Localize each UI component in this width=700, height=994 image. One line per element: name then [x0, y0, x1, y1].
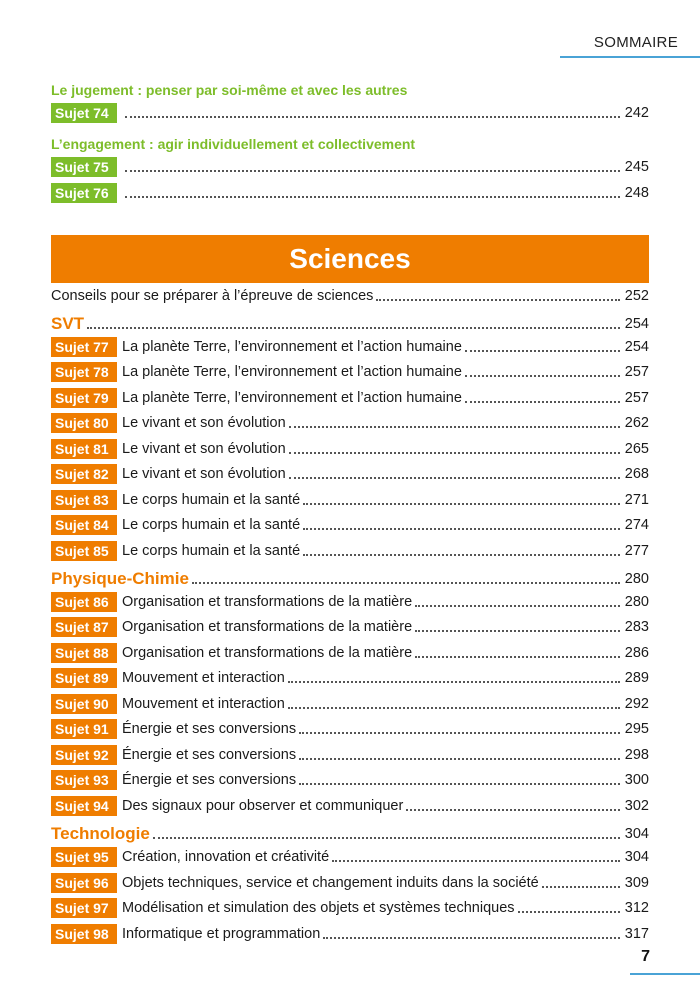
dot-leader: [125, 196, 620, 198]
entry-label: Le vivant et son évolution: [122, 415, 286, 431]
dot-leader: [192, 582, 620, 584]
entry-label: Énergie et ses conversions: [122, 772, 297, 788]
section-title-jugement: Le jugement : penser par soi-même et avec les autres: [51, 82, 408, 98]
page-ref: 257: [624, 390, 649, 406]
entry-label: Informatique et programmation: [122, 926, 321, 942]
dot-leader: [303, 528, 620, 530]
entry-label: Le corps humain et la santé: [122, 517, 301, 533]
header-title: SOMMAIRE: [593, 34, 678, 51]
category-svt[interactable]: [51, 312, 649, 334]
page-ref: 271: [624, 492, 649, 508]
page-ref: 254: [624, 316, 649, 332]
subject-badge: Sujet 79: [51, 388, 117, 408]
subject-badge: Sujet 90: [51, 694, 117, 714]
entry-label: Mouvement et interaction: [122, 696, 285, 712]
toc-entry-sujet-80[interactable]: [51, 413, 649, 433]
page-ref: 274: [624, 517, 649, 533]
page-ref: 280: [624, 571, 649, 587]
page-ref: 257: [624, 364, 649, 380]
subject-badge: Sujet 81: [51, 439, 117, 459]
toc-entry-sujet-83[interactable]: [51, 490, 649, 510]
subject-badge: Sujet 78: [51, 362, 117, 382]
dot-leader: [406, 809, 620, 811]
dot-leader: [415, 630, 620, 632]
subject-badge: Sujet 95: [51, 847, 117, 867]
entry-label: Le corps humain et la santé: [122, 543, 301, 559]
toc-entry-sujet-87[interactable]: [51, 617, 649, 637]
subject-badge: Sujet 93: [51, 770, 117, 790]
dot-leader: [125, 116, 620, 118]
toc-entry-sujet-88[interactable]: [51, 643, 649, 663]
dot-leader: [415, 656, 620, 658]
toc-entry-sujet-94[interactable]: [51, 796, 649, 816]
page-ref: 254: [624, 339, 649, 355]
page-ref: 292: [624, 696, 649, 712]
toc-entry-sujet-89[interactable]: [51, 668, 649, 688]
dot-leader: [288, 707, 620, 709]
subject-badge: Sujet 82: [51, 464, 117, 484]
page-ref: 262: [624, 415, 649, 431]
entry-label: Le vivant et son évolution: [122, 441, 286, 457]
dot-leader: [415, 605, 620, 607]
subject-badge: Sujet 96: [51, 873, 117, 893]
subject-badge: Sujet 74: [51, 103, 117, 123]
toc-entry-sujet-76[interactable]: [51, 183, 649, 203]
subject-badge: Sujet 94: [51, 796, 117, 816]
page-ref: 283: [624, 619, 649, 635]
subject-badge: Sujet 83: [51, 490, 117, 510]
page-ref: 248: [624, 185, 649, 201]
toc-entry-sujet-77[interactable]: [51, 337, 649, 357]
entry-label: Organisation et transformations de la matière: [122, 619, 413, 635]
entry-label: Des signaux pour observer et communiquer: [122, 798, 404, 814]
toc-entry-sujet-90[interactable]: [51, 694, 649, 714]
dot-leader: [303, 554, 620, 556]
subject-badge: Sujet 91: [51, 719, 117, 739]
subject-badge: Sujet 92: [51, 745, 117, 765]
subject-badge: Sujet 80: [51, 413, 117, 433]
page-ref: 304: [624, 826, 649, 842]
subject-badge: Sujet 89: [51, 668, 117, 688]
toc-entry-sujet-96[interactable]: [51, 873, 649, 893]
dot-leader: [465, 350, 620, 352]
subject-badge: Sujet 88: [51, 643, 117, 663]
entry-label: Énergie et ses conversions: [122, 747, 297, 763]
category-technologie[interactable]: [51, 822, 649, 844]
toc-entry-sujet-78[interactable]: [51, 362, 649, 382]
page-ref: 289: [624, 670, 649, 686]
toc-entry-conseils[interactable]: [51, 286, 649, 306]
section-title-engagement: L’engagement : agir individuellement et collectivement: [51, 136, 416, 152]
dot-leader: [299, 783, 620, 785]
toc-entry-sujet-75[interactable]: [51, 157, 649, 177]
dot-leader: [323, 937, 620, 939]
dot-leader: [542, 886, 620, 888]
entry-label: Modélisation et simulation des objets et systèmes techniques: [122, 900, 515, 916]
category-label: Technologie: [51, 824, 150, 843]
toc-entry-sujet-79[interactable]: [51, 388, 649, 408]
page-ref: 317: [624, 926, 649, 942]
entry-label: La planète Terre, l’environnement et l’action humaine: [122, 364, 462, 380]
dot-leader: [465, 401, 620, 403]
dot-leader: [299, 732, 620, 734]
dot-leader: [87, 327, 620, 329]
dot-leader: [288, 681, 620, 683]
category-label: Physique-Chimie: [51, 569, 189, 588]
dot-leader: [518, 911, 620, 913]
entry-label: Le corps humain et la santé: [122, 492, 301, 508]
toc-entry-sujet-97[interactable]: [51, 898, 649, 918]
page-ref: 304: [624, 849, 649, 865]
toc-entry-sujet-86[interactable]: [51, 592, 649, 612]
dot-leader: [299, 758, 620, 760]
entry-label: La planète Terre, l’environnement et l’action humaine: [122, 390, 462, 406]
page-ref: 242: [624, 105, 649, 121]
subject-badge: Sujet 87: [51, 617, 117, 637]
toc-entry-sujet-85[interactable]: [51, 541, 649, 561]
subject-badge: Sujet 86: [51, 592, 117, 612]
page-ref: 302: [624, 798, 649, 814]
subject-badge: Sujet 84: [51, 515, 117, 535]
toc-entry-sujet-82[interactable]: [51, 464, 649, 484]
entry-label: Organisation et transformations de la matière: [122, 645, 413, 661]
sciences-banner: Sciences: [51, 235, 649, 283]
entry-label: Mouvement et interaction: [122, 670, 285, 686]
subject-badge: Sujet 97: [51, 898, 117, 918]
dot-leader: [289, 426, 620, 428]
page-ref: 268: [624, 466, 649, 482]
page-ref: 298: [624, 747, 649, 763]
toc-entry-sujet-91[interactable]: [51, 719, 649, 739]
subject-badge: Sujet 85: [51, 541, 117, 561]
dot-leader: [332, 860, 620, 862]
toc-entry-sujet-98[interactable]: [51, 924, 649, 944]
dot-leader: [303, 503, 620, 505]
dot-leader: [153, 837, 620, 839]
subject-badge: Sujet 75: [51, 157, 117, 177]
toc-entry-sujet-92[interactable]: [51, 745, 649, 765]
page-ref: 245: [624, 159, 649, 175]
footer-rule: [630, 973, 700, 975]
dot-leader: [125, 170, 620, 172]
toc-entry-sujet-93[interactable]: [51, 770, 649, 790]
page-ref: 277: [624, 543, 649, 559]
dot-leader: [376, 299, 620, 301]
entry-label: Le vivant et son évolution: [122, 466, 286, 482]
entry-label: Conseils pour se préparer à l’épreuve de sciences: [51, 288, 374, 304]
entry-label: Création, innovation et créativité: [122, 849, 330, 865]
subject-badge: Sujet 76: [51, 183, 117, 203]
toc-entry-sujet-95[interactable]: [51, 847, 649, 867]
entry-label: Organisation et transformations de la matière: [122, 594, 413, 610]
page-ref: 265: [624, 441, 649, 457]
page-ref: 252: [624, 288, 649, 304]
dot-leader: [289, 477, 620, 479]
entry-label: Objets techniques, service et changement induits dans la société: [122, 875, 539, 891]
page-ref: 280: [624, 594, 649, 610]
page-ref: 295: [624, 721, 649, 737]
page-ref: 312: [624, 900, 649, 916]
dot-leader: [289, 452, 620, 454]
toc-entry-sujet-81[interactable]: [51, 439, 649, 459]
page-ref: 300: [624, 772, 649, 788]
category-label: SVT: [51, 314, 85, 333]
entry-label: La planète Terre, l’environnement et l’action humaine: [122, 339, 462, 355]
toc-entry-sujet-74[interactable]: [51, 103, 649, 123]
entry-label: Énergie et ses conversions: [122, 721, 297, 737]
page-ref: 286: [624, 645, 649, 661]
category-physique-chimie[interactable]: [51, 567, 649, 589]
header-rule: [560, 56, 700, 58]
toc-entry-sujet-84[interactable]: [51, 515, 649, 535]
dot-leader: [465, 375, 620, 377]
subject-badge: Sujet 77: [51, 337, 117, 357]
subject-badge: Sujet 98: [51, 924, 117, 944]
page-ref: 309: [624, 875, 649, 891]
page-number: 7: [641, 948, 650, 965]
